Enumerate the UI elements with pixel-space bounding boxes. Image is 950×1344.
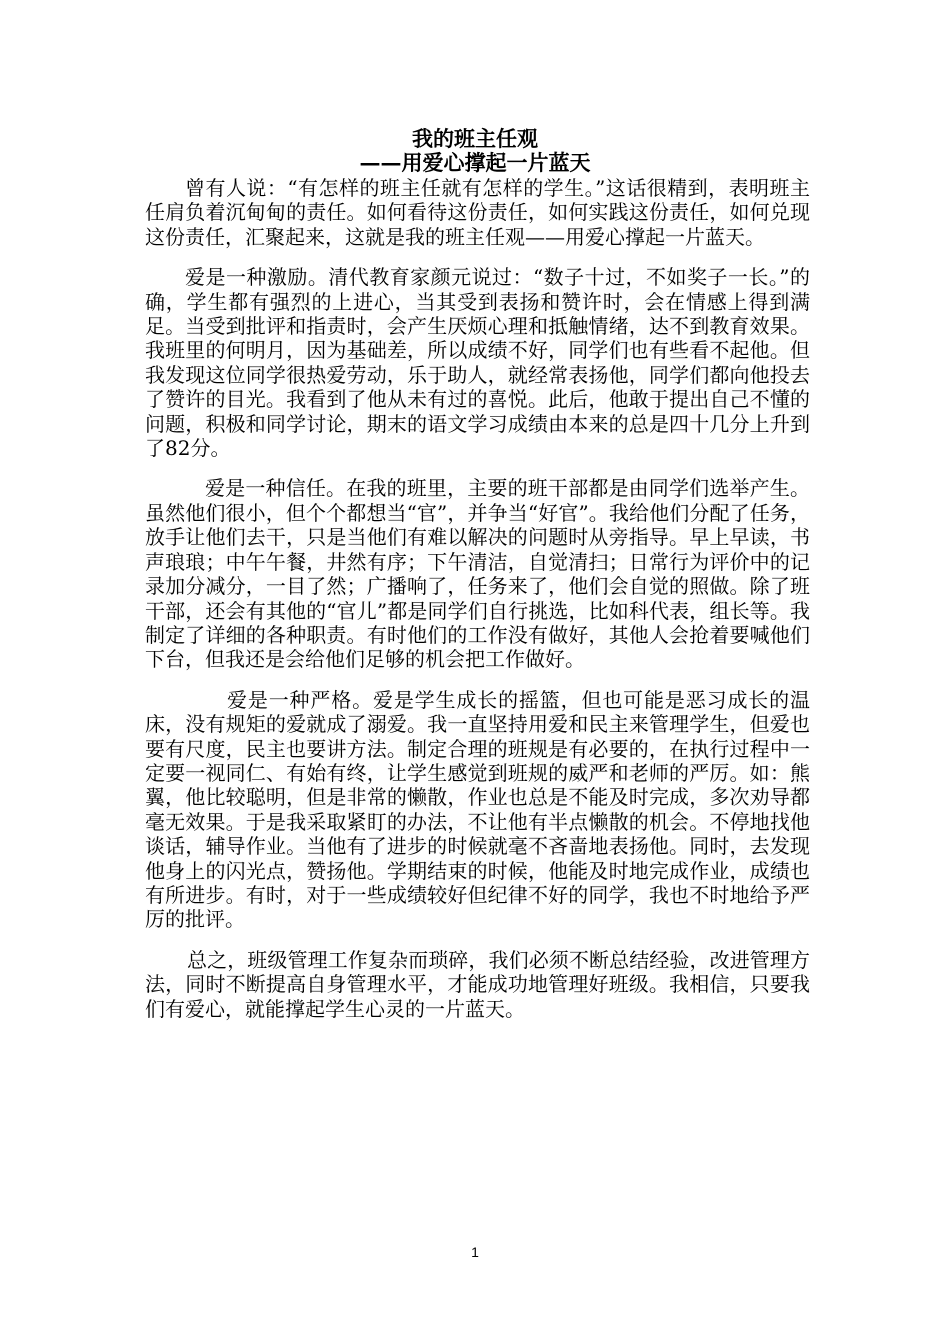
document-body (145, 176, 810, 1021)
paragraph-intro: 曾有人说：“有怎样的班主任就有怎样的学生。”这话很精到，表明班主任肩负着沉甸甸的责任。如何看待这份责任，如何实践这份责任，如何兑现这份责任，汇聚起来，这就是我的班主任观——用爱心撑起一片蓝天。 (145, 176, 810, 249)
page-subtitle: ——用爱心撑起一片蓝天 (359, 150, 591, 175)
page-title: 我的班主任观 (412, 126, 538, 151)
page-number: 1 (471, 1244, 479, 1260)
paragraph-encouragement: 爱是一种激励。清代教育家颜元说过：“数子十过，不如奖子一长。”的确，学生都有强烈的上进心，当其受到表扬和赞许时，会在情感上得到满足。当受到批评和指责时，会产生厌烦心理和抵触情绪，达不到教育效果。我班里的何明月，因为基础差，所以成绩不好，同学们也有些看不起他。但我发现这位同学很热爱劳动，乐于助人，就经常表扬他，同学们都向他投去了赞许的目光。我看到了他从未有过的喜悦。此后，他敢于提出自己不懂的问题，积极和同学讨论，期末的语文学习成绩由本来的总是四十几分上升到了82分。 (145, 265, 810, 461)
paragraph-trust: 爱是一种信任。在我的班里，主要的班干部都是由同学们选举产生。虽然他们很小，但个个都想当“官”，并争当“好官”。我给他们分配了任务，放手让他们去干，只是当他们有难以解决的问题时从旁指导。早上早读，书声琅琅；中午午餐，井然有序；下午清洁，自觉清扫；日常行为评价中的记录加分减分，一目了然；广播响了，任务来了，他们会自觉的照做。除了班干部，还会有其他的“官儿”都是同学们自行挑选，比如科代表，组长等。我制定了详细的各种职责。有时他们的工作没有做好，其他人会抢着要喊他们下台，但我还是会给他们足够的机会把工作做好。 (145, 476, 810, 672)
paragraph-conclusion: 总之，班级管理工作复杂而琐碎，我们必须不断总结经验，改进管理方法，同时不断提高自身管理水平，才能成功地管理好班级。我相信，只要我们有爱心，就能撑起学生心灵的一片蓝天。 (145, 947, 810, 1021)
paragraph-strictness: 爱是一种严格。爱是学生成长的摇篮，但也可能是恶习成长的温床，没有规矩的爱就成了溺爱。我一直坚持用爱和民主来管理学生，但爱也要有尺度，民主也要讲方法。制定合理的班规是有必要的，在执行过程中一定要一视同仁、有始有终，让学生感觉到班规的威严和老师的严厉。如：熊翼，他比较聪明，但是非常的懒散，作业也总是不能及时完成，多次劝导都毫无效果。于是我采取紧盯的办法，不让他有半点懒散的机会。不停地找他谈话，辅导作业。当他有了进步的时候就毫不吝啬地表扬他。同时，去发现他身上的闪光点，赞扬他。学期结束的时候，他能及时地完成作业，成绩也有所进步。有时，对于一些成绩较好但纪律不好的同学，我也不时地给予严厉的批评。 (145, 687, 810, 932)
